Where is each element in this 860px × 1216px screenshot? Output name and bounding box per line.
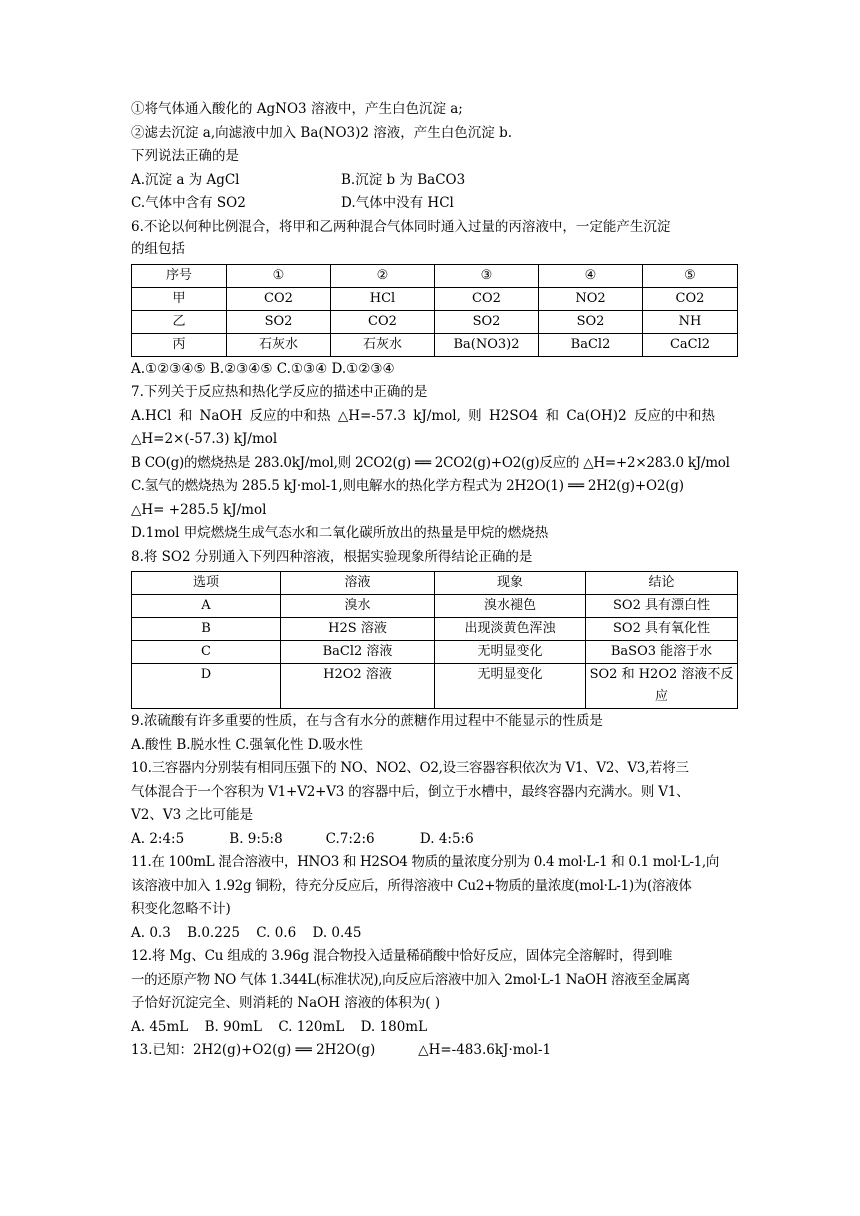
table-cell: 结论	[586, 572, 738, 595]
table-cell: SO2 和 H2O2 溶液不反应	[586, 664, 738, 709]
table-cell: 选项	[132, 572, 281, 595]
table-cell: CaCl2	[643, 333, 738, 356]
q12-stem-2: 一的还原产物 NO 气体 1.344L(标准状况),向反应后溶液中加入 2mol·L-1 NaOH 溶液至金属离	[131, 971, 690, 988]
q6-stem-2: 的组包括	[131, 241, 185, 257]
q5-option-b: B.沉淀 b 为 BaCO3	[341, 171, 466, 188]
table-cell: H2O2 溶液	[281, 664, 435, 709]
table-cell: 溶液	[281, 572, 435, 595]
table-cell: Ba(NO3)2	[435, 333, 539, 356]
q11-stem-2: 该溶液中加入 1.92g 铜粉，待充分反应后，所得溶液中 Cu2+物质的量浓度(mol·L-1)为(溶液体	[131, 877, 692, 894]
table-row	[132, 310, 738, 333]
q10-option-d: D. 4:5:6	[419, 830, 474, 847]
intro-line-2: ②滤去沉淀 a,向滤液中加入 Ba(NO3)2 溶液，产生白色沉淀 b.	[131, 124, 512, 141]
table-cell: 溴水褪色	[435, 595, 586, 618]
q8-table	[131, 571, 738, 709]
q7-option-c-line-2: △H= +285.5 kJ/mol	[131, 501, 267, 518]
q10-option-a: A. 2:4:5	[131, 830, 185, 847]
table-cell: ①	[227, 264, 331, 287]
q5-options-row-2	[131, 192, 739, 216]
q7-option-a-line-2: △H=2×(-57.3) kJ/mol	[131, 431, 278, 447]
table-row	[132, 595, 738, 618]
table-row	[132, 664, 738, 709]
table-row	[132, 572, 738, 595]
q12-option-c: C. 120mL	[278, 1018, 345, 1035]
q7-stem: 7.下列关于反应热和热化学反应的描述中正确的是	[131, 384, 428, 400]
table-cell: CO2	[643, 287, 738, 310]
q8-stem: 8.将 SO2 分别通入下列四种溶液，根据实验现象所得结论正确的是	[131, 548, 533, 565]
q10-stem-2: 气体混合于一个容积为 V1+V2+V3 的容器中后，倒立于水槽中，最终容器内充满水。则 V1、	[131, 783, 690, 800]
table-cell: B	[132, 618, 281, 641]
table-row	[132, 618, 738, 641]
table-cell: ②	[331, 264, 435, 287]
q7-option-b: B CO(g)的燃烧热是 283.0kJ/mol,则 2CO2(g) ══ 2CO2(g)+O2(g)反应的 △H=+2×283.0 kJ/mol	[131, 454, 730, 471]
q12-stem-3: 子恰好沉淀完全、则消耗的 NaOH 溶液的体积为( )	[131, 995, 441, 1011]
q10-option-b: B. 9:5:8	[229, 830, 283, 847]
q6-stem-1: 6.不论以何种比例混合，将甲和乙两种混合气体同时通入过量的丙溶液中，一定能产生沉淀	[131, 218, 671, 235]
table-cell: 序号	[132, 264, 227, 287]
q12-option-a: A. 45mL	[131, 1018, 189, 1035]
table-cell: 乙	[132, 310, 227, 333]
table-cell: SO2	[227, 310, 331, 333]
table-cell: 无明显变化	[435, 664, 586, 709]
table-cell: CO2	[435, 287, 539, 310]
q10-stem-3: V2、V3 之比可能是	[131, 807, 253, 823]
q7-option-a-line-1: A.HCl 和 NaOH 反应的中和热 △H=-57.3 kJ/mol, 则 H2SO4 和 Ca(OH)2 反应的中和热	[131, 407, 715, 424]
table-cell: CO2	[227, 287, 331, 310]
q7-option-c-line-1: C.氢气的燃烧热为 285.5 kJ·mol-1,则电解水的热化学方程式为 2H2O(1) ══ 2H2(g)+O2(g)	[131, 478, 684, 494]
q11-stem-3: 积变化忽略不计)	[131, 901, 231, 917]
table-cell: 甲	[132, 287, 227, 310]
q11-option-c: C. 0.6	[256, 924, 297, 941]
table-cell: HCl	[331, 287, 435, 310]
q11-option-a: A. 0.3	[131, 924, 171, 941]
q11-stem-1: 11.在 100mL 混合溶液中，HNO3 和 H2SO4 物质的量浓度分别为 0.4 mol·L-1 和 0.1 mol·L-1,向	[131, 854, 720, 870]
table-cell: BaCl2 溶液	[281, 641, 435, 664]
q12-options	[131, 1016, 739, 1040]
table-cell: ③	[435, 264, 539, 287]
table-cell: 丙	[132, 333, 227, 356]
table-cell: SO2	[539, 310, 643, 333]
table-cell: 无明显变化	[435, 641, 586, 664]
table-cell: SO2 具有漂白性	[586, 595, 738, 618]
q5-option-c: C.气体中含有 SO2	[131, 195, 246, 211]
q5-option-a: A.沉淀 a 为 AgCl	[131, 171, 240, 188]
table-cell: ⑤	[643, 264, 738, 287]
q6-table	[131, 264, 738, 357]
q13-stem: 13.已知：2H2(g)+O2(g) ══ 2H2O(g) △H=-483.6kJ·mol-1	[131, 1042, 552, 1058]
table-cell: A	[132, 595, 281, 618]
q9-stem: 9.浓硫酸有许多重要的性质，在与含有水分的蔗糖作用过程中不能显示的性质是	[131, 713, 603, 729]
table-cell: 出现淡黄色浑浊	[435, 618, 586, 641]
table-cell: H2S 溶液	[281, 618, 435, 641]
q10-option-c: C.7:2:6	[325, 830, 375, 847]
table-cell: BaSO3 能溶于水	[586, 641, 738, 664]
table-cell: 溴水	[281, 595, 435, 618]
table-cell: SO2	[435, 310, 539, 333]
table-row	[132, 641, 738, 664]
table-row	[132, 287, 738, 310]
intro-line-1: ①将气体通入酸化的 AgNO3 溶液中，产生白色沉淀 a;	[131, 101, 463, 117]
q7-option-d: D.1mol 甲烷燃烧生成气态水和二氧化碳所放出的热量是甲烷的燃烧热	[131, 525, 549, 541]
q6-options: A.①②③④⑤ B.②③④⑤ C.①③④ D.①②③④	[131, 360, 395, 377]
table-cell: 石灰水	[331, 333, 435, 356]
table-cell: C	[132, 641, 281, 664]
q11-options	[131, 922, 739, 946]
q12-option-d: D. 180mL	[360, 1018, 428, 1035]
document-page	[131, 98, 739, 1063]
table-cell: D	[132, 664, 281, 709]
intro-line-3: 下列说法正确的是	[131, 148, 239, 164]
q5-options-row-1	[131, 169, 739, 193]
table-cell: CO2	[331, 310, 435, 333]
table-cell: NO2	[539, 287, 643, 310]
table-cell: 现象	[435, 572, 586, 595]
table-cell: BaCl2	[539, 333, 643, 356]
table-cell: ④	[539, 264, 643, 287]
q12-stem-1: 12.将 Mg、Cu 组成的 3.96g 混合物投入适量稀硝酸中恰好反应，固体完全溶解时，得到唯	[131, 948, 673, 964]
q10-stem-1: 10.三容器内分别装有相同压强下的 NO、NO2、O2,设三容器容积依次为 V1、V2、V3,若将三	[131, 760, 689, 776]
table-cell: SO2 具有氧化性	[586, 618, 738, 641]
q12-option-b: B. 90mL	[204, 1018, 263, 1035]
q5-option-d: D.气体中没有 HCl	[341, 195, 454, 211]
table-cell: 石灰水	[227, 333, 331, 356]
q11-option-b: B.0.225	[187, 924, 240, 941]
q9-options: A.酸性 B.脱水性 C.强氧化性 D.吸水性	[131, 736, 363, 753]
table-cell: NH	[643, 310, 738, 333]
q10-options	[131, 828, 739, 852]
table-row	[132, 264, 738, 287]
q11-option-d: D. 0.45	[312, 924, 362, 941]
table-row	[132, 333, 738, 356]
